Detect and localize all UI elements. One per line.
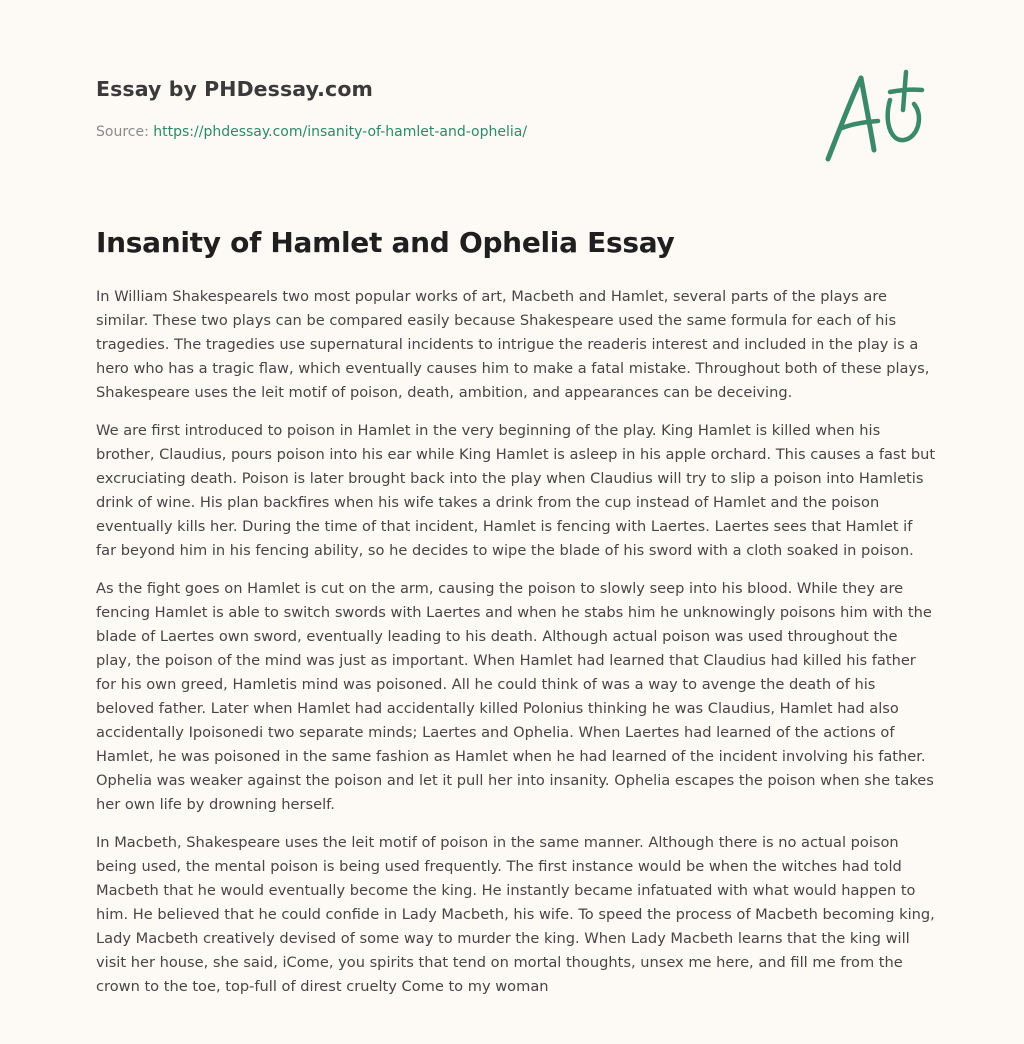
brand-heading: Essay by PHDessay.com: [96, 77, 373, 101]
essay-paragraph-1: In William Shakespearels two most popular works of art, Macbeth and Hamlet, several parts of the plays are similar. These two plays can be compared easily because Shakespeare used the same formula for each of his tragedies. The tragedies use supernatural incidents to intrigue the readeris interest and included in the play is a hero who has a tragic flaw, which eventually causes him to make a fatal mistake. Throughout both of these plays, Shakespeare uses the leit motif of poison, death, ambition, and appearances can be deceiving.: [96, 288, 930, 401]
source-line: [96, 124, 527, 140]
essay-paragraph-3: As the fight goes on Hamlet is cut on the arm, causing the poison to slowly seep into his blood. While they are fencing Hamlet is able to switch swords with Laertes and when he stabs him he unknowingly poisons him with the blade of Laertes own sword, eventually leading to his death. Although actual poison was used throughout the play, the poison of the mind was just as important. When Hamlet had learned that Claudius had killed his father for his own greed, Hamletis mind was poisoned. All he could think of was a way to avenge the death of his beloved father. Later when Hamlet had accidentally killed Polonius thinking he was Claudius, Hamlet had also accidentally Ipoisonedi two separate minds; Laertes and Ophelia. When Laertes had learned of the actions of Hamlet, he was poisoned in the same fashion as Hamlet when he had learned of the incident involving his father. Ophelia was weaker against the poison and let it pull her into insanity. Ophelia escapes the poison when she takes her own life by drowning herself.: [96, 580, 934, 813]
essay-paragraph-4: In Macbeth, Shakespeare uses the leit motif of poison in the same manner. Although there is no actual poison being used, the mental poison is being used frequently. The first instance would be when the witches had told Macbeth that he would eventually become the king. He instantly became infatuated with what would happen to him. He believed that he could confide in Lady Macbeth, his wife. To speed the process of Macbeth becoming king, Lady Macbeth creatively devised of some way to murder the king. When Lady Macbeth learns that the king will visit her house, she said, iCome, you spirits that tend on mortal thoughts, unsex me here, and fill me from the crown to the toe, top-full of direst cruelty Come to my woman: [96, 834, 935, 995]
essay-body: [96, 285, 936, 1013]
source-link[interactable]: https://phdessay.com/insanity-of-hamlet-and-ophelia/: [153, 124, 528, 140]
a-plus-grade-icon: [818, 64, 930, 168]
essay-paragraph-2: We are first introduced to poison in Hamlet in the very beginning of the play. King Hamlet is killed when his brother, Claudius, pours poison into his ear while King Hamlet is asleep in his apple orchard. This causes a fast but excruciating death. Poison is later brought back into the play when Claudius will try to slip a poison into Hamletis drink of wine. His plan backfires when his wife takes a drink from the cup instead of Hamlet and the poison eventually kills her. During the time of that incident, Hamlet is fencing with Laertes. Laertes sees that Hamlet if far beyond him in his fencing ability, so he decides to wipe the blade of his sword with a cloth soaked in poison.: [96, 422, 936, 559]
essay-title: Insanity of Hamlet and Ophelia Essay: [96, 226, 675, 259]
source-label: Source:: [96, 124, 149, 140]
